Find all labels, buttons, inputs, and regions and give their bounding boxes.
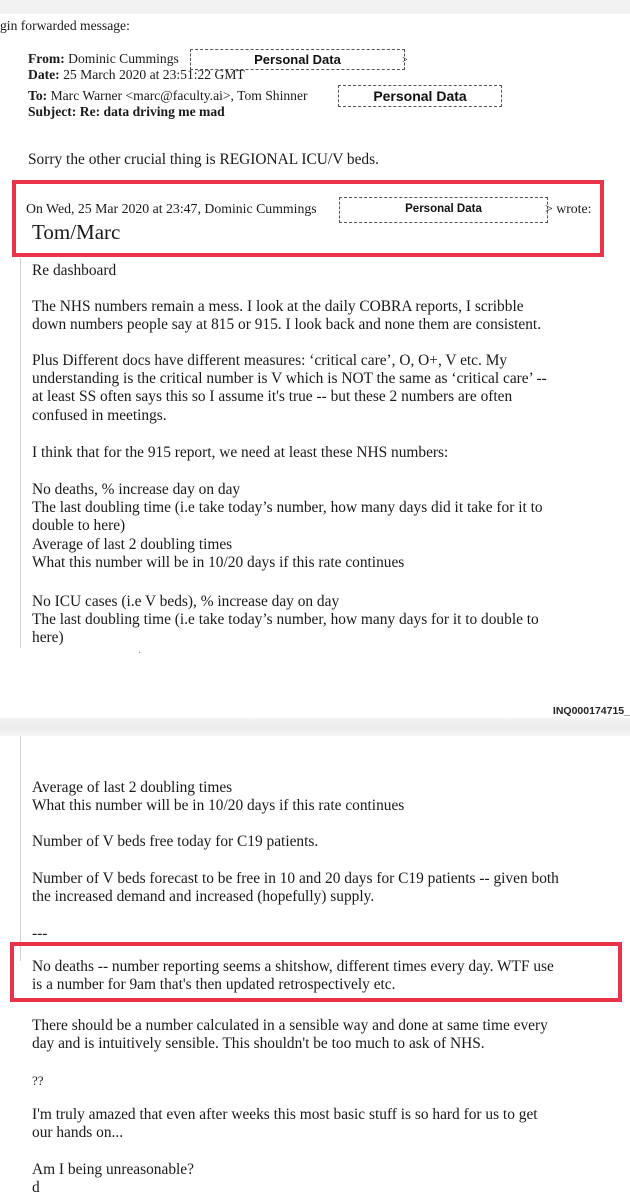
redaction-arrow: > <box>402 55 408 66</box>
subject-line <box>28 104 225 120</box>
text-line: our hands on... <box>32 1124 124 1142</box>
paragraph <box>32 833 622 851</box>
text-line: Re dashboard <box>32 262 117 279</box>
from-line <box>28 51 179 67</box>
text-line: Average of last 2 doubling times <box>32 779 233 796</box>
text-line: The last doubling time (i.e take today’s number, how many days for it to double to <box>32 611 539 629</box>
text-line: understanding is the critical number is V which is NOT the same as ‘critical care’ -- <box>32 370 547 388</box>
text-line: I'm truly amazed that even after weeks this most basic stuff is so hard for us to get <box>32 1106 538 1123</box>
quote-rule <box>20 258 21 648</box>
text-line: What this number will be in 10/20 days if this rate continues <box>32 553 405 571</box>
document-page-2 <box>0 736 630 1200</box>
text-line: at least SS often says this so I assume it's true -- but these 2 numbers are often <box>32 388 513 406</box>
quote-header-suffix: > wrote: <box>545 201 592 216</box>
page-reference: INQ000174715_ <box>552 705 630 717</box>
separator <box>32 925 622 943</box>
subject-label: Subject: <box>28 104 77 119</box>
text-line: double to here) <box>32 517 126 535</box>
text-line: day and is intuitively sensible. This shouldn't be too much to ask of NHS. <box>32 1035 485 1053</box>
text-line: I think that for the 915 report, we need at least these NHS numbers: <box>32 444 449 461</box>
from-value: Dominic Cummings <box>68 51 179 66</box>
redaction-label: Personal Data <box>373 88 467 104</box>
paragraph <box>32 481 622 572</box>
paragraph <box>32 1072 622 1090</box>
greeting: Tom/Marc <box>32 220 121 244</box>
text-line: The last doubling time (i.e take today’s number, how many days did it take for it to <box>32 499 543 517</box>
text-line: Am I being unreasonable? <box>32 1161 194 1178</box>
paragraph <box>32 870 622 906</box>
text-line: here) <box>32 629 64 647</box>
intro-line: Sorry the other crucial thing is REGIONAL ICU/V beds. <box>28 151 379 168</box>
page-gap <box>0 718 630 736</box>
text-line: ?? <box>32 1073 44 1088</box>
text-line: Average of last 2 doubling times <box>32 535 233 553</box>
text-line: down numbers people say at 815 or 915. I look back and none them are consistent. <box>32 316 542 334</box>
paragraph <box>32 593 622 648</box>
text-line: --- <box>32 925 48 942</box>
text-line: There should be a number calculated in a sensible way and done at same time every <box>32 1017 548 1034</box>
paragraph <box>32 779 622 815</box>
quote-header <box>26 201 317 217</box>
text-line: Plus Different docs have different measures: ‘critical care’, O, O+, V etc. My <box>32 352 508 369</box>
stray-mark: · <box>138 648 142 659</box>
subject-value: Re: data driving me mad <box>79 104 225 119</box>
to-value: Marc Warner <marc@faculty.ai>, Tom Shinner <box>50 88 308 103</box>
paragraph <box>32 1106 622 1142</box>
text-line: confused in meetings. <box>32 406 167 424</box>
paragraph <box>32 262 622 280</box>
from-label: From: <box>28 51 65 66</box>
date-line <box>28 67 245 83</box>
quote-rule <box>20 736 21 961</box>
text-line: No ICU cases (i.e V beds), % increase day on day <box>32 593 340 610</box>
text-line: Number of V beds forecast to be free in 10 and 20 days for C19 patients -- given both <box>32 870 559 887</box>
text-line: What this number will be in 10/20 days if this rate continues <box>32 797 405 815</box>
redaction-label: Personal Data <box>254 52 341 67</box>
text-line: the increased demand and increased (hopefully) supply. <box>32 888 375 906</box>
date-value: 25 March 2020 at 23:51:22 GMT <box>63 67 245 82</box>
text-line: The NHS numbers remain a mess. I look at the daily COBRA reports, I scribble <box>32 298 524 315</box>
top-strip <box>0 0 630 14</box>
paragraph <box>32 298 622 334</box>
paragraph <box>32 444 622 462</box>
text-line: No deaths -- number reporting seems a shitshow, different times every day. WTF use <box>32 958 554 975</box>
text-line: d <box>32 1179 40 1197</box>
text-line: is a number for 9am that's then updated retrospectively etc. <box>32 976 396 994</box>
paragraph <box>32 958 622 994</box>
to-line <box>28 88 308 104</box>
text-line: Number of V beds free today for C19 patients. <box>32 833 319 850</box>
to-label: To: <box>28 88 48 103</box>
quote-header-prefix: On Wed, 25 Mar 2020 at 23:47, Dominic Cummings <box>26 201 317 216</box>
redaction-box <box>339 197 548 223</box>
paragraph <box>32 1017 622 1053</box>
text-line: No deaths, % increase day on day <box>32 481 241 498</box>
paragraph <box>32 1161 622 1197</box>
forwarded-label: gin forwarded message: <box>0 18 130 33</box>
redaction-box <box>338 85 502 107</box>
date-label: Date: <box>28 67 60 82</box>
paragraph <box>32 352 622 425</box>
redaction-label: Personal Data <box>405 203 482 215</box>
